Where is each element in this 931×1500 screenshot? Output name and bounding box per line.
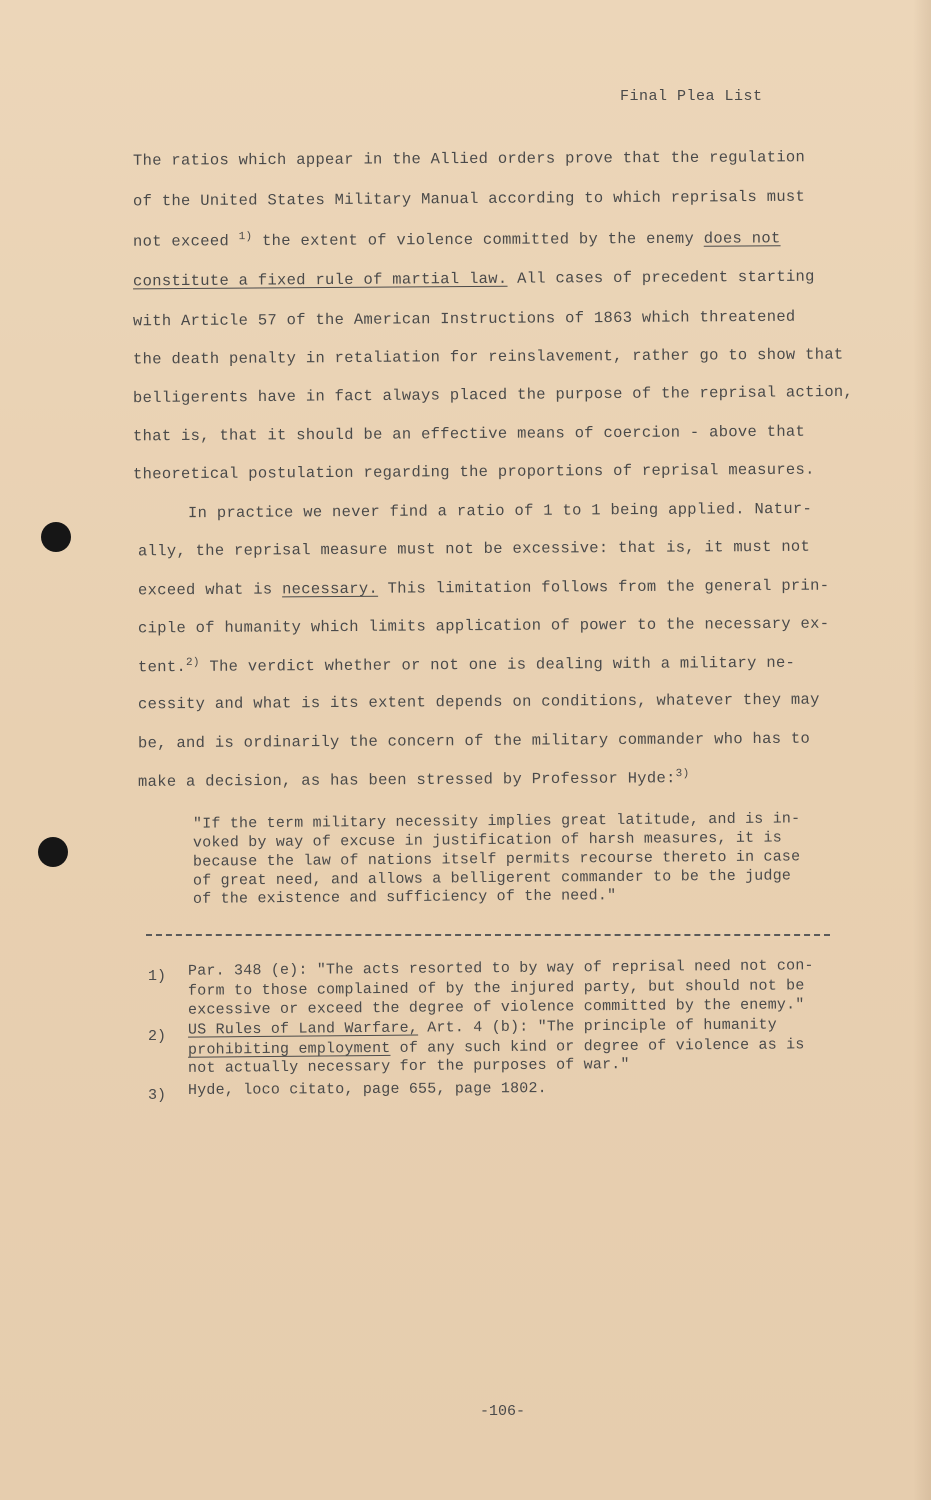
footnote-2-line-1 (188, 1016, 777, 1038)
footnote-number-2: 2) (148, 1028, 167, 1045)
p2-text: The verdict whether or not one is dealing with a military ne- (199, 653, 796, 676)
p2-line-5 (138, 653, 795, 677)
quote-line-2: voked by way of excuse in justification of harsh measures, it is (192, 829, 782, 852)
p2-text: tent. (137, 657, 187, 677)
footnote-2-line-2 (188, 1036, 805, 1058)
footnote-2-text: Art. 4 (b): "The principle of humanity (417, 1016, 777, 1037)
quote-line-4: of great need, and allows a belligerent commander to be the judge (192, 867, 792, 890)
footnote-1-line-3: excessive or exceed the degree of violence committed by the enemy." (187, 996, 805, 1019)
p1-text: the extent of violence committed by the enemy (262, 229, 704, 251)
page-number: -106- (480, 1403, 526, 1420)
p2-line-6: cessity and what is its extent depends on conditions, whatever they may (137, 690, 820, 714)
p1-line-9: theoretical postulation regarding the proportions of reprisal measures. (132, 460, 815, 484)
footnote-divider (146, 934, 830, 936)
p1-line-3 (133, 228, 781, 250)
p2-text: make a decision, as has been stressed by Professor Hyde: (137, 769, 676, 791)
p1-underlined-text: constitute a fixed rule of martial law. (132, 269, 508, 291)
quote-line-3: because the law of nations itself permits recourse thereto in case (192, 848, 801, 871)
p1-line-5: with Article 57 of the American Instructions of 1863 which threatened (132, 307, 796, 331)
p1-line-1: The ratios which appear in the Allied orders prove that the regulation (132, 148, 806, 170)
p2-line-7: be, and is ordinarily the concern of the military commander who has to (137, 729, 811, 753)
footnote-1-line-2: form to those complained of by the injured party, but should not be (187, 977, 805, 1000)
page-header: Final Plea List (620, 88, 763, 105)
p1-line-4 (133, 268, 815, 291)
quote-line-5: of the existence and sufficiency of the need." (192, 887, 617, 908)
p2-text: exceed what is (137, 580, 283, 600)
punch-hole-upper (41, 522, 71, 552)
p2-line-8 (138, 768, 690, 791)
footnote-1-line-1: Par. 348 (e): "The acts resorted to by way of reprisal need not con- (187, 957, 814, 980)
p2-underlined-text: necessary. (281, 579, 379, 599)
page-edge-shadow (913, 0, 931, 1500)
punch-hole-lower (38, 837, 68, 867)
p1-line-7: belligerents have in fact always placed the purpose of the reprisal action, (132, 382, 854, 408)
footnote-number-3: 3) (148, 1087, 167, 1104)
quote-line-1: "If the term military necessity implies great latitude, and is in- (192, 810, 801, 833)
footnote-2-text: of any such kind or degree of violence as is (390, 1036, 805, 1057)
p2-line-2: ally, the reprisal measure must not be excessive: that is, it must not (137, 537, 811, 561)
footnote-ref-3: 3) (675, 768, 690, 781)
p1-text: All cases of precedent starting (517, 267, 815, 288)
p1-line-8: that is, that it should be an effective means of coercion - above that (132, 422, 806, 446)
p2-line-3 (138, 577, 829, 600)
p1-underlined-text: does not (703, 229, 781, 248)
p1-line-2: of the United States Military Manual according to which reprisals must (132, 187, 806, 211)
footnote-2-underlined: US Rules of Land Warfare, (187, 1019, 419, 1039)
p2-line-4: ciple of humanity which limits application of power to the necessary ex- (137, 614, 830, 638)
p2-text: This limitation follows from the general prin- (377, 576, 830, 598)
p1-line-6: the death penalty in retaliation for reinslavement, rather go to show that (132, 345, 844, 369)
p2-line-1: In practice we never find a ratio of 1 to 1 being applied. Natur- (187, 499, 813, 523)
footnote-ref-2: 2) (185, 656, 200, 669)
footnote-number-1: 1) (148, 968, 167, 985)
footnote-3-line-1: Hyde, loco citato, page 655, page 1802. (187, 1080, 547, 1099)
footnote-2-line-3: not actually necessary for the purposes of war." (187, 1056, 630, 1077)
footnote-2-underlined: prohibiting employment (187, 1039, 391, 1059)
footnote-ref-1: 1) (238, 231, 253, 244)
p1-text: not exceed (132, 232, 230, 251)
